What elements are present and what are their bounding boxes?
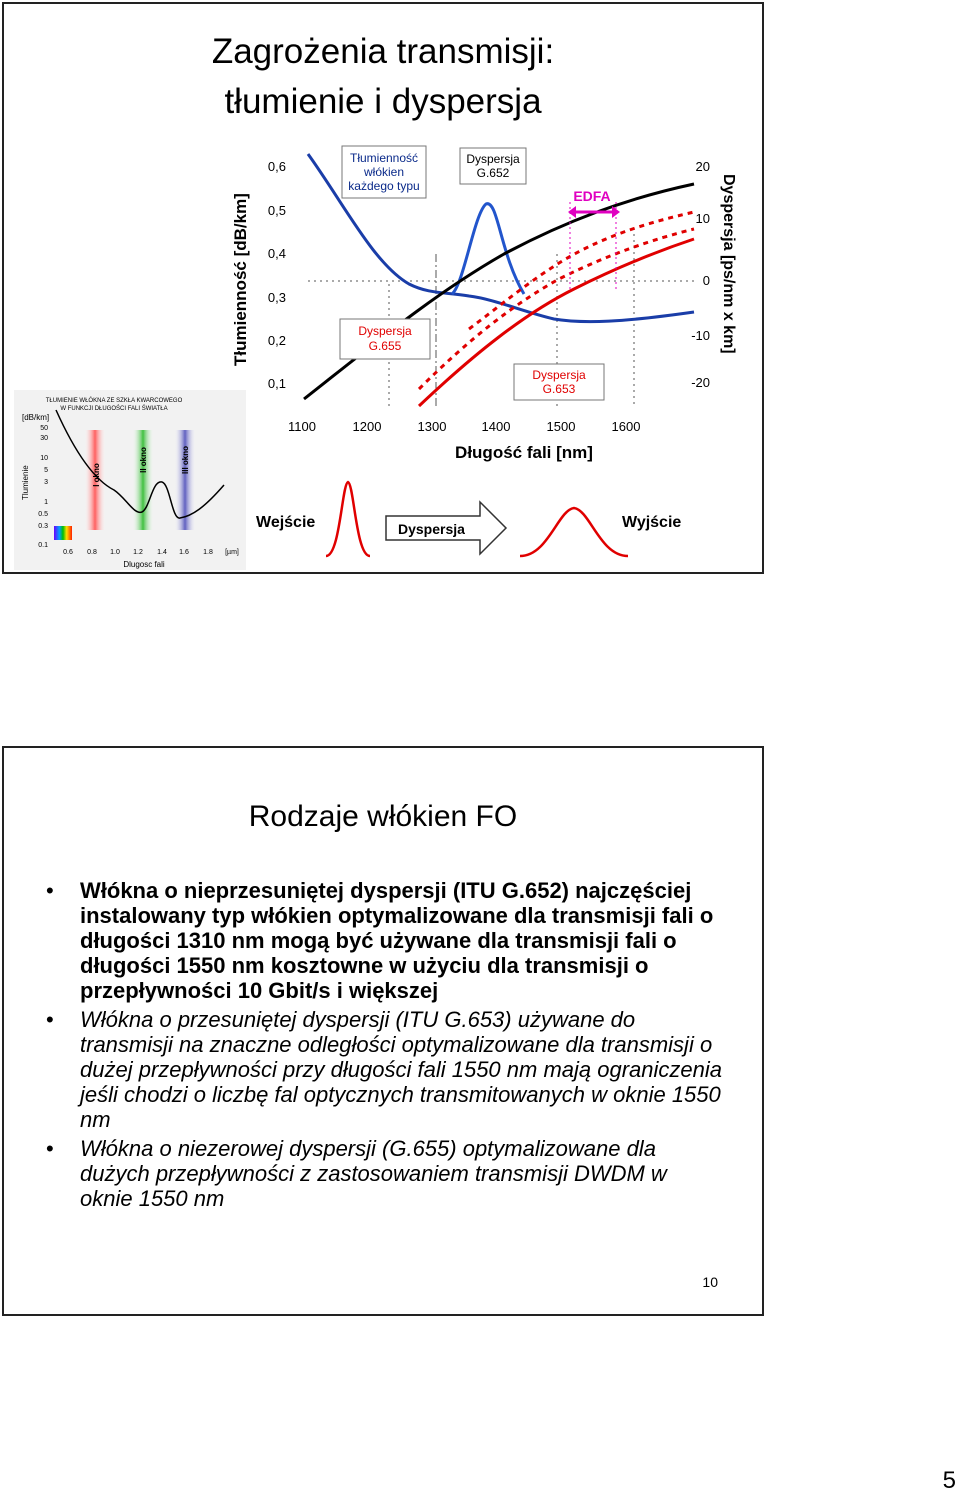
list-item <box>42 1136 722 1211</box>
bullet-marker: • <box>46 878 54 903</box>
label-g653-box <box>514 364 604 400</box>
small-chart-y-tick: 1 <box>44 499 48 506</box>
slide-number: 10 <box>702 1274 718 1290</box>
right-axis-label: Dyspersja [ps/nm x km] <box>720 174 737 354</box>
bullet-text: Włókna o nieprzesuniętej dyspersji (ITU G.652) najczęściej instalowany typ włókien optymalizowane dla transmisji fali o długości 1310 nm mogą być używane dla transmisji fali o długości 1550 nm kosztowne w użyciu dla transmisji o przepływności 10 Gbit/s i większej <box>80 878 714 1003</box>
left-tick: 0,3 <box>267 290 286 305</box>
x-tick: 1600 <box>611 419 641 434</box>
right-tick: -20 <box>691 375 710 390</box>
bullet-text: Włókna o przesuniętej dyspersji (ITU G.653) używane do transmisji na znaczne odległości optymalizowane dla transmisji o dużej przepływności przy długości fali 1550 nm mają ograniczenia jeśli chodzi o liczbę fal optycznych transmitowanych w oknie 1550 nm <box>80 1007 722 1132</box>
window-1-label: I okno <box>92 463 101 487</box>
x-axis-label: Długość fali [nm] <box>455 443 593 462</box>
small-chart-x-tick: 1.6 <box>179 549 189 556</box>
visible-spectrum-strip <box>54 526 72 540</box>
output-label: Wyjście <box>622 514 682 531</box>
attenuation-windows-chart <box>14 390 246 570</box>
left-axis-label: Tłumienność [dB/km] <box>231 193 250 366</box>
slide-title-line-1: Zagrożenia transmisji: <box>211 32 555 71</box>
svg-text:Dyspersja: Dyspersja <box>532 368 586 382</box>
right-tick: -10 <box>691 328 710 343</box>
small-chart-y-tick: 30 <box>40 435 48 442</box>
bullet-marker: • <box>46 1007 54 1032</box>
left-tick: 0,5 <box>267 203 286 218</box>
small-chart-title-2: W FUNKCJI DŁUGOŚCI FALI ŚWIATŁA <box>60 406 168 412</box>
window-3-label: III okno <box>181 446 190 474</box>
x-tick: 1300 <box>417 419 447 434</box>
label-g655-box <box>340 319 430 359</box>
slide-attenuation-dispersion <box>2 2 764 574</box>
small-chart-y-tick: 3 <box>44 479 48 486</box>
label-g652-box <box>460 148 526 184</box>
label-attenuation-box <box>342 146 426 198</box>
small-chart-x-tick: 0.6 <box>63 549 73 556</box>
svg-text:G.653: G.653 <box>542 382 576 396</box>
x-tick: 1200 <box>352 419 382 434</box>
small-chart-x-tick: 1.4 <box>157 549 167 556</box>
small-chart-x-label: Dlugosc fali <box>123 560 165 569</box>
edfa-arrow-left-head <box>568 206 576 218</box>
svg-text:Tłumienność: Tłumienność <box>349 151 419 165</box>
slide-title: Rodzaje włókien FO <box>248 800 518 833</box>
small-chart-y-tick: 5 <box>44 467 48 474</box>
small-chart-y-tick: 50 <box>40 425 48 432</box>
small-chart-x-tick: 1.0 <box>110 549 120 556</box>
attenuation-dispersion-chart <box>224 144 746 474</box>
dispersion-label: Dyspersja <box>398 521 465 537</box>
input-label: Wejście <box>256 514 316 531</box>
small-chart-y-tick: 0.5 <box>38 511 48 518</box>
svg-text:każdego typu: każdego typu <box>348 179 420 193</box>
page-number: 5 <box>942 1467 956 1494</box>
left-tick: 0,4 <box>267 246 286 261</box>
left-tick: 0,1 <box>267 376 286 391</box>
small-chart-x-tick: 1.2 <box>133 549 143 556</box>
output-pulse <box>520 508 628 556</box>
small-chart-title-1: TŁUMIENIE WŁÓKNA ZE SZKŁA KWARCOWEGO <box>45 398 183 404</box>
window-2-band <box>132 430 154 530</box>
right-tick: 10 <box>695 211 710 226</box>
list-item <box>42 878 722 1003</box>
x-tick: 1400 <box>481 419 511 434</box>
small-chart-x-tick: 0.8 <box>87 549 97 556</box>
svg-text:Dyspersja: Dyspersja <box>466 152 520 166</box>
bullet-marker: • <box>46 1136 54 1161</box>
input-pulse <box>326 482 370 556</box>
svg-text:włókien: włókien <box>363 165 405 179</box>
small-chart-y-tick: 0.1 <box>38 542 48 549</box>
slide-title-line-2: tłumienie i dyspersja <box>224 82 542 121</box>
fiber-types-list <box>42 878 722 1215</box>
svg-text:G.655: G.655 <box>368 339 402 353</box>
right-tick: 20 <box>695 159 710 174</box>
svg-text:Dyspersja: Dyspersja <box>358 324 412 338</box>
x-tick: 1500 <box>546 419 576 434</box>
small-chart-x-unit: [µm] <box>225 549 239 556</box>
x-tick: 1100 <box>288 419 316 434</box>
window-2-label: II okno <box>139 447 148 473</box>
right-tick: 0 <box>702 273 710 288</box>
pulse-dispersion-diagram <box>248 474 748 566</box>
small-chart-y-label: Tlumienie <box>21 465 30 500</box>
left-tick: 0,2 <box>267 333 286 348</box>
svg-text:G.652: G.652 <box>476 166 510 180</box>
left-tick: 0,6 <box>267 159 286 174</box>
edfa-label: EDFA <box>573 188 611 204</box>
g655-dispersion-curve-upper <box>469 212 694 329</box>
small-chart-y-tick: 10 <box>40 455 48 462</box>
g652-dispersion-curve <box>304 184 694 399</box>
bullet-text: Włókna o niezerowej dyspersji (G.655) optymalizowane dla dużych przepływności z zastosowaniem transmisji DWDM w oknie 1550 nm <box>80 1136 667 1211</box>
list-item <box>42 1007 722 1132</box>
small-chart-x-tick: 1.8 <box>203 549 213 556</box>
window-3-band <box>174 430 196 530</box>
small-chart-y-unit: [dB/km] <box>22 413 50 422</box>
slide-fiber-types <box>2 746 764 1316</box>
small-chart-y-tick: 0.3 <box>38 523 48 530</box>
